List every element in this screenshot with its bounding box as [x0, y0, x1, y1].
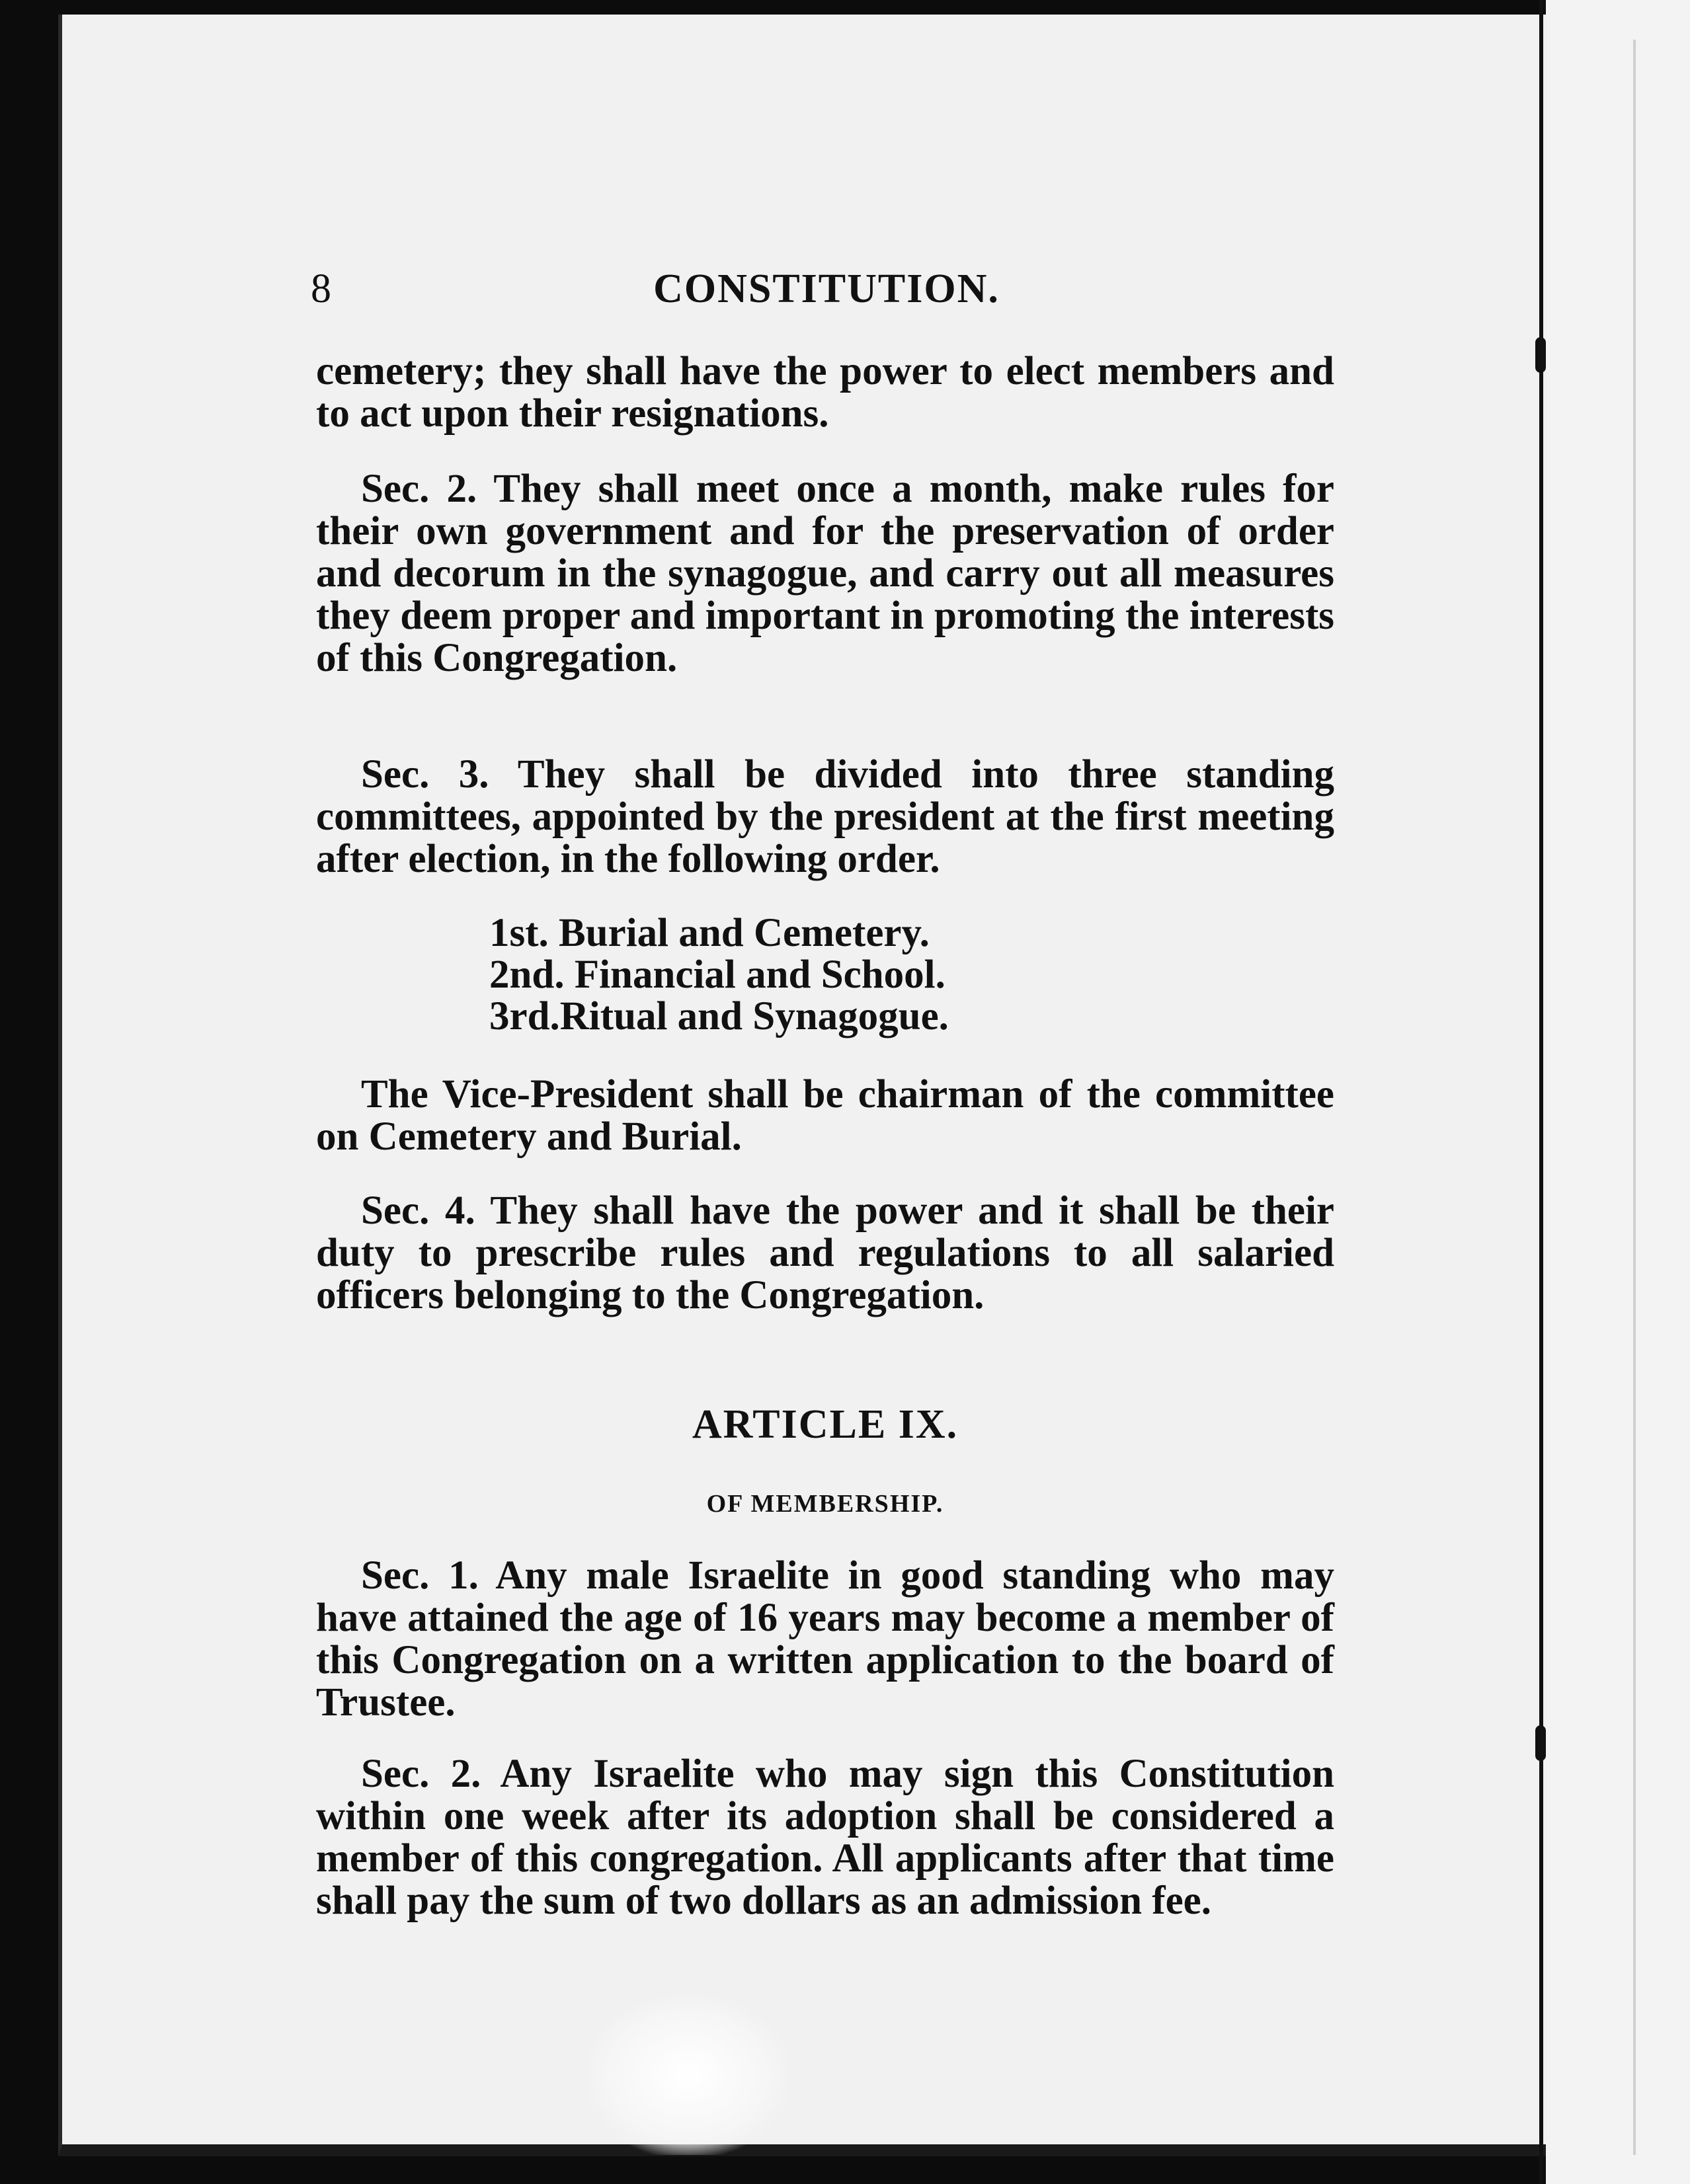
paper-stain — [588, 1996, 787, 2155]
article-subheading: OF MEMBERSHIP. — [706, 1490, 944, 1518]
page-spine — [1539, 0, 1543, 2184]
list-item: 3rd.Ritual and Synagogue. — [489, 994, 949, 1038]
page-number: 8 — [311, 266, 331, 311]
paragraph-sec-3: Sec. 3. They shall be divided into three standing committees, appointed by the president at the first meeting after election, in the following order. — [316, 752, 1334, 881]
list-item: 1st. Burial and Cemetery. — [489, 911, 930, 955]
paragraph-vice-president: The Vice-President shall be chairman of the committee on Cemetery and Burial. — [316, 1072, 1334, 1159]
binding-mark — [1535, 337, 1546, 373]
paragraph-membership-sec-2: Sec. 2. Any Israelite who may sign this Constitution within one week after its adoption shall be considered a member of this congregation. All applicants after that time shall pay the sum of two dollars as an admission fee. — [316, 1752, 1334, 1923]
list-item: 2nd. Financial and School. — [489, 953, 946, 997]
page-header — [311, 259, 1342, 319]
article-heading: ARTICLE IX. — [692, 1402, 959, 1447]
binding-mark — [1535, 1725, 1546, 1761]
running-title: CONSTITUTION. — [653, 266, 1000, 311]
committee-list — [489, 912, 1217, 1037]
facing-page-line — [1633, 40, 1636, 2155]
facing-page-edge — [1546, 0, 1690, 2184]
paragraph-sec-4: Sec. 4. They shall have the power and it shall be their duty to prescribe rules and regulations to all salaried officers belonging to the Congregation. — [316, 1189, 1334, 1317]
paragraph-membership-sec-1: Sec. 1. Any male Israelite in good standing who may have attained the age of 16 years may become a member of this Congregation on a written application to the board of Trustee. — [316, 1553, 1334, 1725]
paragraph-continuation: cemetery; they shall have the power to elect members and to act upon their resignations. — [316, 349, 1334, 436]
paragraph-sec-2: Sec. 2. They shall meet once a month, make rules for their own government and for the preservation of order and decorum in the synagogue, and carry out all measures they deem proper and important in promoting the interests of this Congregation. — [316, 467, 1334, 680]
